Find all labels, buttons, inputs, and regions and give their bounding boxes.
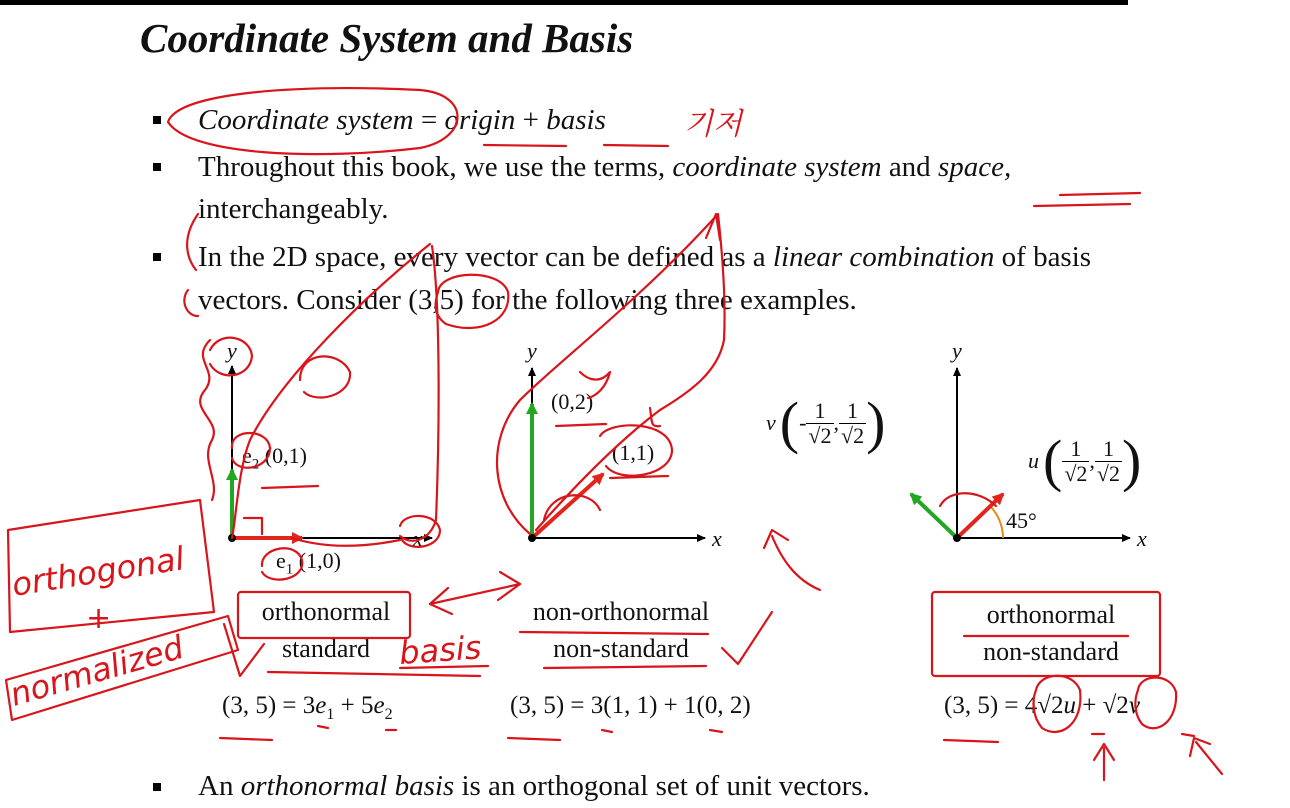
e1-subscript: 1 <box>285 561 294 578</box>
v-vector <box>911 494 957 538</box>
e2-coordinates: (0,1) <box>259 443 307 468</box>
term-space: space, <box>937 151 1012 183</box>
eq-u: u <box>1063 692 1076 719</box>
text: is an orthogonal set of unit vectors. <box>454 770 870 802</box>
origin-dot <box>228 534 236 542</box>
plus: + <box>515 104 547 136</box>
origin-dot <box>953 534 961 542</box>
denominator: √2 <box>808 422 832 448</box>
denominator: √2 <box>1064 460 1088 486</box>
minus-sign: - <box>799 410 807 435</box>
diagram1-equation <box>222 692 393 724</box>
v-1-1-label: (1,1) <box>612 440 655 465</box>
diagram3-caption-1: orthonormal <box>986 600 1116 629</box>
angle-arc <box>989 505 1003 538</box>
diagram2-y-label: y <box>527 338 537 363</box>
eq-part: + 5 <box>334 692 374 719</box>
denominator: √2 <box>841 422 865 448</box>
comma: , <box>833 410 839 435</box>
ink-plus: + <box>86 601 112 636</box>
diagram3-equation <box>944 692 1140 720</box>
diagram3-x-label: x <box>1137 526 1147 551</box>
u-vector <box>957 494 1003 538</box>
right-paren: ) <box>866 390 886 455</box>
term-coordinate-system: Coordinate system <box>198 104 414 136</box>
e2-name: e <box>242 443 252 468</box>
text: and <box>881 151 938 183</box>
left-paren: ( <box>779 390 800 455</box>
diagram1-x-label: x <box>413 526 423 551</box>
text: In the 2D space, every vector can be defined as a <box>198 241 773 273</box>
e2-label <box>242 443 307 473</box>
origin-dot <box>528 534 536 542</box>
term-linear-combination: linear combination <box>772 241 995 273</box>
diagram2-x-label: x <box>712 526 722 551</box>
eq-part: (3, 5) = 4√2 <box>944 692 1064 719</box>
eq-e: e <box>315 692 327 719</box>
diagram3-caption-2: non-standard <box>983 637 1119 666</box>
e1-label <box>276 548 341 578</box>
eq-sub: 1 <box>326 706 335 723</box>
eq-part: + √2 <box>1075 692 1129 719</box>
numerator: 1 <box>806 399 833 424</box>
e1-name: e <box>276 548 286 573</box>
term-origin: origin <box>444 104 516 136</box>
e1-coordinates: (1,0) <box>293 548 341 573</box>
v-1-1-vector <box>532 474 603 538</box>
slide-title: Coordinate System and Basis <box>140 15 634 61</box>
text: of basis <box>994 241 1092 273</box>
u-name: u <box>1028 448 1039 473</box>
ink-normalized: normalized <box>5 627 188 714</box>
diagram2-equation: (3, 5) = 3(1, 1) + 1(0, 2) <box>510 692 751 719</box>
right-paren: ) <box>1121 428 1142 493</box>
diagram3-y-label: y <box>952 338 962 363</box>
diagram2-caption-1: non-orthonormal <box>532 597 710 626</box>
eq-v: v <box>1128 692 1140 719</box>
u-y-fraction <box>1095 437 1122 486</box>
term-orthonormal-basis: orthonormal basis <box>240 770 455 802</box>
diagram1-caption-1: orthonormal <box>261 597 391 626</box>
v-name: v <box>766 410 776 435</box>
u-x-fraction <box>1062 437 1089 486</box>
v-x-fraction <box>806 399 833 448</box>
ink-basis: basis <box>397 628 483 672</box>
diagram2-caption-2: non-standard <box>553 634 689 663</box>
left-paren: ( <box>1043 428 1063 493</box>
diagram1-caption-2: standard <box>281 634 371 663</box>
u-vector-label <box>1028 428 1142 493</box>
ink-orthogonal: orthogonal <box>9 539 187 604</box>
text: An <box>198 770 241 802</box>
term-coordinate-system: coordinate system <box>672 151 882 183</box>
numerator: 1 <box>1095 437 1122 462</box>
diagram1-y-label: y <box>227 338 237 363</box>
bullet-2d-line2: vectors. Consider (3,5) for the following three examples. <box>198 284 857 316</box>
comma: , <box>1089 448 1095 473</box>
eq-part: (3, 5) = 3 <box>222 692 316 719</box>
v-0-2-label: (0,2) <box>551 389 594 414</box>
term-basis: basis <box>546 104 606 136</box>
eq-e: e <box>373 692 385 719</box>
text: Throughout this book, we use the terms, <box>198 151 673 183</box>
eq-sub: 2 <box>384 706 393 723</box>
v-vector-label <box>766 390 886 455</box>
angle-label: 45° <box>1006 508 1037 533</box>
e2-subscript: 2 <box>251 456 260 473</box>
numerator: 1 <box>839 399 866 424</box>
equals: = <box>413 104 445 136</box>
bullet-terms-line2: interchangeably. <box>198 193 389 225</box>
numerator: 1 <box>1062 437 1089 462</box>
denominator: √2 <box>1096 460 1120 486</box>
v-y-fraction <box>839 399 866 448</box>
ink-hangul-giwa: 기저 <box>684 107 742 142</box>
